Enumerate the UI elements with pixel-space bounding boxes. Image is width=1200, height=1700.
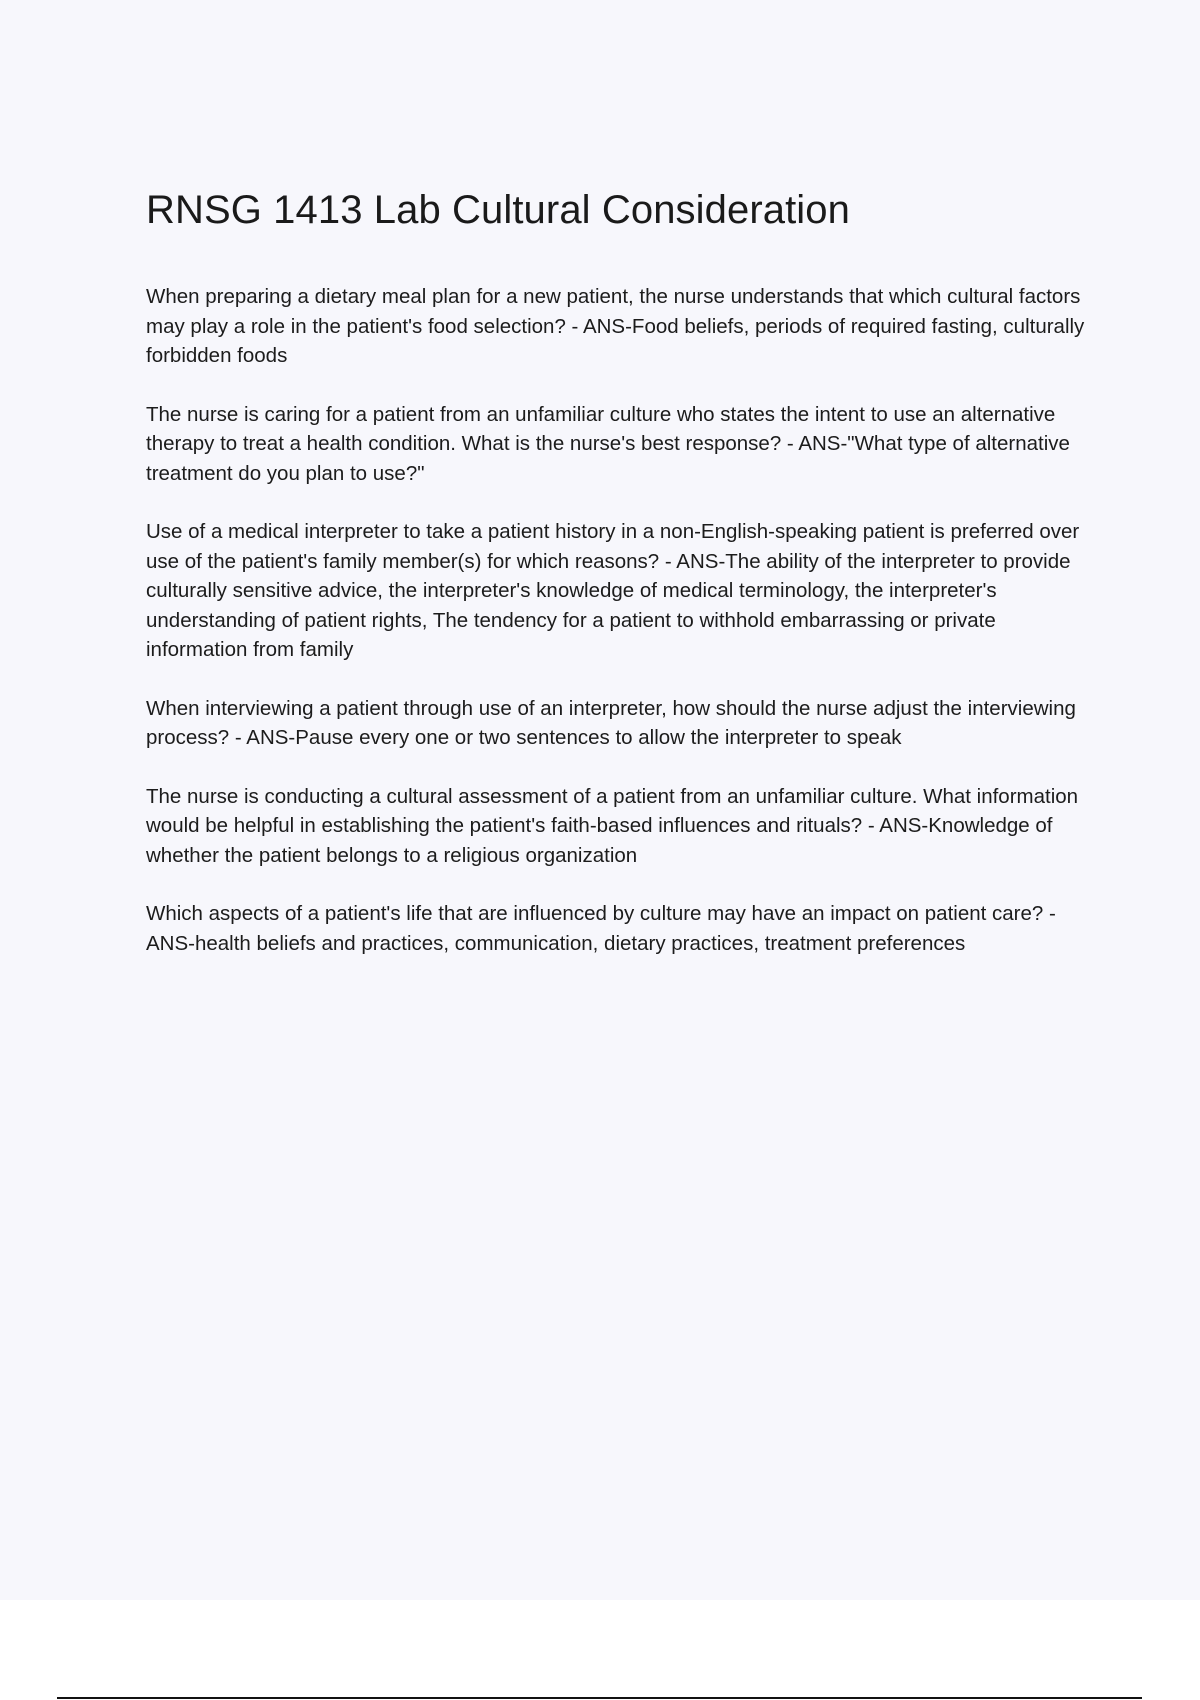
- qa-item-6: Which aspects of a patient's life that are influenced by culture may have an impact on patient care? - ANS-health beliefs and practices, communication, dietary practices, treatment preferences: [146, 902, 1056, 955]
- qa-item-1: When preparing a dietary meal plan for a new patient, the nurse understands that which cultural factors may play a role in the patient's food selection? - ANS-Food beliefs, periods of required fasting, culturally forbidden foods: [146, 285, 1085, 367]
- qa-item-3: Use of a medical interpreter to take a patient history in a non-English-speaking patient is preferred over use of the patient's family member(s) for which reasons? - ANS-The ability of the interpreter to provide culturally sensitive advice, the interpreter's knowledge of medical terminology, the interpreter's understanding of patient rights, The tendency for a patient to withhold embarrassing or private information from family: [146, 520, 1080, 661]
- qa-item-4: When interviewing a patient through use of an interpreter, how should the nurse adjust the interviewing process? - ANS-Pause every one or two sentences to allow the interpreter to speak: [146, 696, 1076, 749]
- document-content: [146, 186, 1096, 987]
- qa-item-5: The nurse is conducting a cultural assessment of a patient from an unfamiliar culture. What information would be helpful in establishing the patient's faith-based influences and rituals? - ANS-Knowledge of whether the patient belongs to a religious organization: [146, 784, 1079, 867]
- page-bottom-divider: [57, 1697, 1142, 1699]
- qa-item-2: The nurse is caring for a patient from an unfamiliar culture who states the intent to use an alternative therapy to treat a health condition. What is the nurse's best response? - ANS-"What type of alternative treatment do you plan to use?": [146, 402, 1070, 485]
- document-title: RNSG 1413 Lab Cultural Consideration: [146, 188, 850, 232]
